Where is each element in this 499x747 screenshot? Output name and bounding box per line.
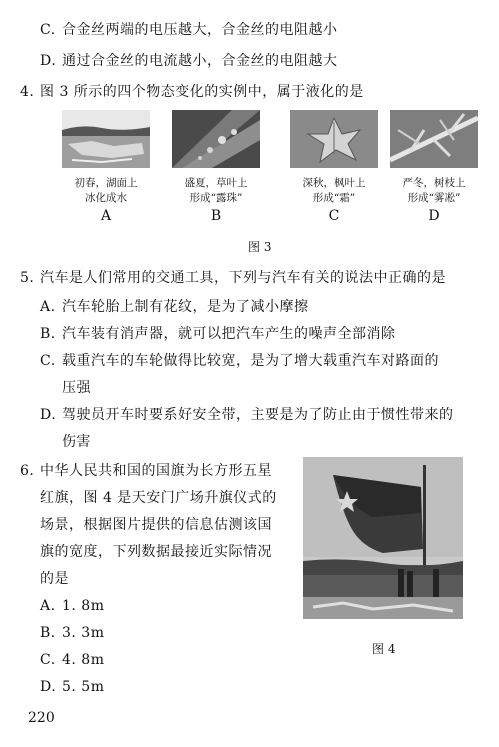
question-6-stem-3: 场景，根据图片提供的信息估测该国 — [40, 517, 272, 533]
figure-3-label: 图 3 — [248, 240, 272, 254]
q6-option-b: B. 3. 3m — [40, 625, 105, 641]
label-c: C — [328, 208, 340, 224]
photo-flag-raising — [303, 457, 463, 619]
question-6-stem-1: 6. 中华人民共和国的国旗为长方形五星 — [20, 463, 272, 479]
photo-lake-ice — [62, 110, 150, 168]
label-a: A — [100, 208, 112, 224]
caption-b: 盛夏，草叶上 形成“露珠” — [184, 177, 248, 204]
q6-option-c: C. 4. 8m — [40, 652, 105, 668]
q5-option-c: C. 载重汽车的车轮做得比较宽，是为了增大载重汽车对路面的 — [40, 353, 439, 369]
question-4-stem: 4. 图 3 所示的四个物态变化的实例中，属于液化的是 — [20, 84, 364, 100]
q5-option-d-cont: 伤害 — [62, 434, 91, 450]
option-d-prev: D. 通过合金丝的电流越小，合金丝的电阻越大 — [40, 53, 338, 69]
q6-option-d: D. 5. 5m — [40, 679, 105, 695]
question-6-stem-4: 旗的宽度，下列数据最接近实际情况 — [40, 544, 272, 560]
figure-4-label: 图 4 — [372, 642, 396, 656]
question-5-stem: 5. 汽车是人们常用的交通工具，下列与汽车有关的说法中正确的是 — [20, 270, 446, 286]
question-6-stem-2: 红旗，图 4 是天安门广场升旗仪式的 — [40, 490, 277, 506]
label-b: B — [210, 208, 222, 224]
photo-dew-leaf — [172, 110, 260, 168]
q6-option-a: A. 1. 8m — [40, 598, 105, 614]
question-6-stem-5: 的是 — [40, 571, 69, 587]
q5-option-a: A. 汽车轮胎上制有花纹，是为了减小摩擦 — [40, 299, 309, 315]
q5-option-c-cont: 压强 — [62, 380, 91, 396]
label-d: D — [428, 208, 440, 224]
option-c-prev: C. 合金丝两端的电压越大，合金丝的电阻越小 — [40, 22, 338, 38]
caption-c: 深秋，枫叶上 形成“霜” — [302, 177, 366, 204]
photo-frost-leaf — [290, 110, 378, 168]
q5-option-d: D. 驾驶员开车时要系好安全带，主要是为了防止由于惯性带来的 — [40, 407, 454, 423]
photo-rime-branch — [390, 110, 478, 168]
page-number: 220 — [28, 710, 55, 726]
q5-option-b: B. 汽车装有消声器，就可以把汽车产生的噪声全部消除 — [40, 326, 396, 342]
caption-d: 严冬，树枝上 形成“雾凇” — [402, 177, 466, 204]
caption-a: 初春，湖面上 冰化成水 — [74, 177, 138, 204]
